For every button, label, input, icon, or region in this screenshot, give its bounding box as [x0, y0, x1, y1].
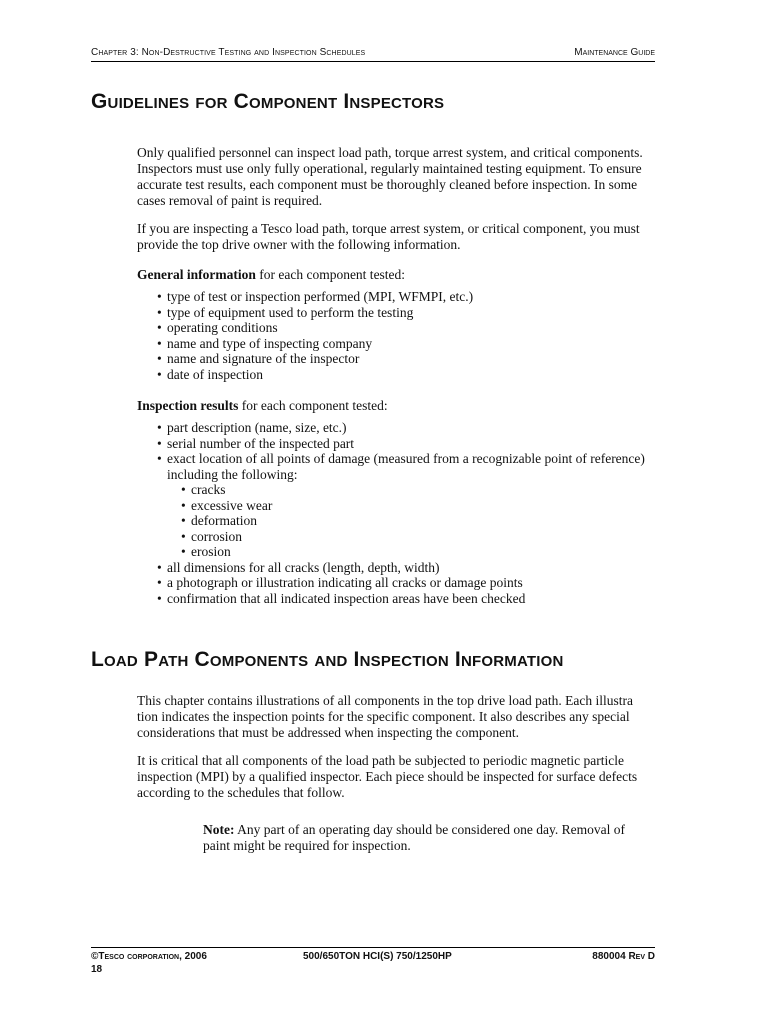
list-item: • a photograph or illustration indicating all cracks or damage points: [157, 575, 657, 591]
chapter-description-paragraph: This chapter contains illustrations of all components in the top drive load path. Each illustra tion indicates the inspection points for the specific component. It also describes any special considerations that must be addressed when inspecting the component.: [137, 693, 634, 740]
intro-paragraph: Only qualified personnel can inspect load path, torque arrest system, and critical components. Inspectors must use only fully operational, regularly maintained testing equipment. To ensure accurate test results, each component must be thoroughly cleaned before inspection. In some cases removal of paint is required.: [137, 145, 643, 208]
chapter-title: Chapter 3: Non-Destructive Testing and Inspection Schedules: [91, 47, 366, 58]
document-number: [592, 951, 655, 962]
requirement-paragraph: If you are inspecting a Tesco load path, torque arrest system, or critical component, you must provide the top drive owner with the following information.: [137, 221, 640, 252]
model-designation: 500/650TON HCI(S) 750/1250HP: [303, 951, 452, 962]
copyright-text: Tesco corporation, 2006: [98, 951, 207, 962]
inspection-results-suffix: for each component tested:: [238, 398, 388, 413]
list-item-text: exact location of all points of damage (measured from a recognizable point of reference) including the following:: [167, 451, 645, 482]
note-label: Note:: [203, 822, 235, 837]
list-item: • part description (name, size, etc.): [157, 420, 657, 436]
section-body-load-path: [137, 693, 657, 813]
general-info-heading: [137, 267, 657, 283]
list-item: • corrosion: [181, 529, 657, 545]
list-item: • type of equipment used to perform the testing: [157, 305, 657, 321]
list-item: • type of test or inspection performed (MPI, WFMPI, etc.): [157, 289, 657, 305]
list-item: • name and type of inspecting company: [157, 336, 657, 352]
damage-types-list: [167, 482, 657, 560]
list-item: • excessive wear: [181, 498, 657, 514]
guide-title: Maintenance Guide: [574, 47, 655, 58]
inspection-results-label: Inspection results: [137, 398, 239, 413]
list-item: • confirmation that all indicated inspection areas have been checked: [157, 591, 657, 607]
note-block: [203, 822, 653, 854]
section-body-guidelines: [137, 145, 657, 606]
section-heading-guidelines: Guidelines for Component Inspectors: [91, 90, 445, 113]
general-info-suffix: for each component tested:: [255, 267, 406, 282]
general-info-label: General information: [137, 267, 256, 282]
note-text: Any part of an operating day should be considered one day. Removal of paint might be required for inspection.: [203, 822, 626, 853]
list-item: [157, 451, 657, 560]
copyright-symbol: ©: [91, 951, 99, 962]
list-item: • erosion: [181, 544, 657, 560]
general-info-list: [137, 289, 657, 382]
list-item: • all dimensions for all cracks (length, depth, width): [157, 560, 657, 576]
footer-rule: [91, 947, 655, 948]
doc-number: 880004: [592, 951, 626, 962]
copyright-notice: [91, 951, 207, 962]
list-item: • cracks: [181, 482, 657, 498]
header-rule: [91, 61, 655, 62]
section-heading-load-path: Load Path Components and Inspection Information: [91, 648, 564, 671]
revision: Rev D: [628, 951, 655, 962]
list-item: • date of inspection: [157, 367, 657, 383]
inspection-results-heading: [137, 398, 657, 414]
list-item: • name and signature of the inspector: [157, 351, 657, 367]
list-item: • deformation: [181, 513, 657, 529]
page-header: [91, 43, 655, 61]
list-item: • operating conditions: [157, 320, 657, 336]
page-number: 18: [91, 964, 103, 975]
mpi-requirement-paragraph: It is critical that all components of the load path be subjected to periodic magnetic particle inspection (MPI) by a qualified inspector. Each piece should be inspected for surface defects according to the schedules that follow.: [137, 753, 638, 800]
list-item: • serial number of the inspected part: [157, 436, 657, 452]
inspection-results-list: [137, 420, 657, 606]
